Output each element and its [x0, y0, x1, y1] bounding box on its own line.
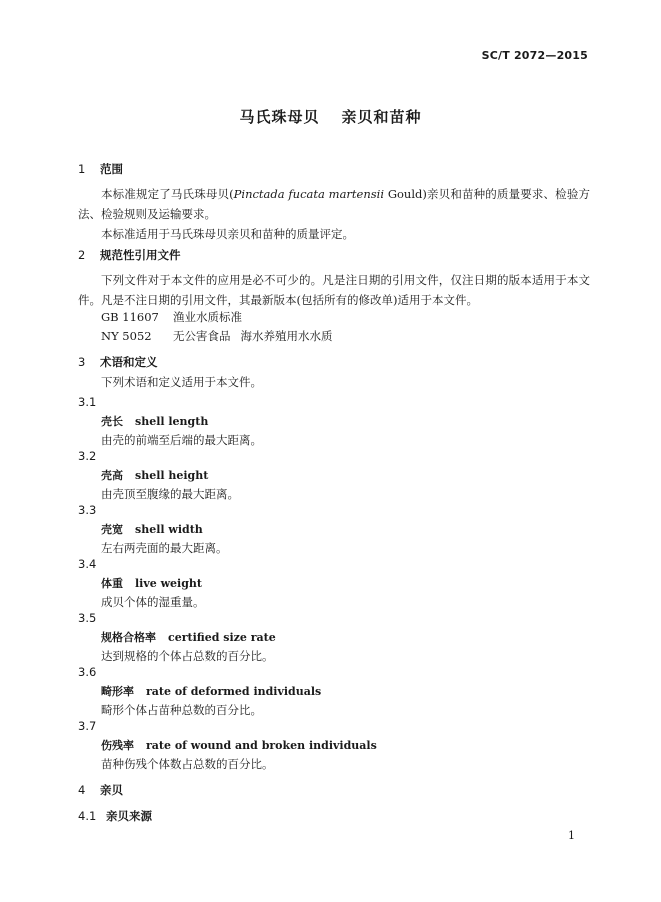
section-1-paragraph-1: [78, 184, 590, 224]
term-definition: 由壳的前端至后端的最大距离。: [101, 433, 262, 447]
term-zh: 规格合格率: [101, 631, 156, 644]
section-title: 规范性引用文件: [100, 248, 181, 262]
term-zh: 体重: [101, 577, 123, 590]
section-3-heading: [78, 357, 158, 369]
term-en: live weight: [135, 577, 202, 590]
term-heading: [101, 524, 203, 535]
term-number: 3.6: [78, 665, 97, 679]
term-en: rate of wound and broken individuals: [146, 739, 377, 752]
reference-code: GB 11607: [101, 310, 159, 324]
reference-item: [101, 312, 242, 324]
term-heading: [101, 686, 321, 697]
term-definition: 畸形个体占苗种总数的百分比。: [101, 703, 262, 717]
term-zh: 伤残率: [101, 739, 134, 752]
term-definition: 成贝个体的湿重量。: [101, 595, 205, 609]
term-heading: [101, 740, 377, 751]
term-number: 3.7: [78, 719, 97, 733]
standard-code: SC/T 2072—2015: [481, 49, 588, 62]
section-title: 亲贝来源: [106, 809, 152, 823]
text-run: 本标准规定了马氏珠母贝(: [101, 187, 234, 201]
term-number: 3.4: [78, 557, 97, 571]
section-2-heading: [78, 250, 181, 262]
reference-name: 渔业水质标准: [173, 310, 242, 324]
section-number: 2: [78, 248, 86, 262]
term-definition: 由壳顶至腹缘的最大距离。: [101, 487, 239, 501]
section-1-heading: [78, 164, 123, 176]
section-title: 术语和定义: [100, 355, 158, 369]
term-zh: 壳长: [101, 415, 123, 428]
term-number: 3.5: [78, 611, 97, 625]
term-heading: [101, 416, 208, 427]
reference-code: NY 5052: [101, 329, 152, 343]
section-2-paragraph-1: 下列文件对于本文件的应用是必不可少的。凡是注日期的引用文件，仅注日期的版本适用于本文件。凡是不注日期的引用文件，其最新版本(包括所有的修改单)适用于本文件。: [78, 273, 590, 307]
term-definition: 苗种伤残个体数占总数的百分比。: [101, 757, 274, 771]
document-title: [0, 110, 661, 125]
term-definition: 左右两壳面的最大距离。: [101, 541, 228, 555]
section-4-1-heading: [78, 811, 152, 823]
term-en: shell height: [135, 469, 209, 482]
section-number: 4: [78, 783, 86, 797]
section-number: 1: [78, 162, 86, 176]
text-run: Gould)亲贝和苗种的质量要求、检验方法、检验规则及运输要求。: [78, 187, 590, 221]
term-en: shell length: [135, 415, 209, 428]
term-en: certified size rate: [168, 631, 276, 644]
section-4-heading: [78, 785, 123, 797]
term-zh: 畸形率: [101, 685, 134, 698]
term-zh: 壳高: [101, 469, 123, 482]
title-part-1: 马氏珠母贝: [239, 108, 320, 126]
term-number: 3.1: [78, 395, 97, 409]
term-heading: [101, 632, 276, 643]
section-3-intro: 下列术语和定义适用于本文件。: [101, 375, 262, 389]
latin-species-name: Pinctada fucata martensii: [233, 187, 385, 201]
term-number: 3.2: [78, 449, 97, 463]
section-1-paragraph-2: 本标准适用于马氏珠母贝亲贝和苗种的质量评定。: [101, 227, 354, 241]
term-heading: [101, 470, 208, 481]
section-number: 3: [78, 355, 86, 369]
section-title: 范围: [100, 162, 123, 176]
term-definition: 达到规格的个体占总数的百分比。: [101, 649, 274, 663]
term-heading: [101, 578, 202, 589]
term-en: rate of deformed individuals: [146, 685, 322, 698]
title-part-2: 亲贝和苗种: [341, 108, 422, 126]
term-number: 3.3: [78, 503, 97, 517]
page-number: 1: [568, 829, 575, 842]
section-title: 亲贝: [100, 783, 123, 797]
reference-item: [101, 331, 333, 343]
term-zh: 壳宽: [101, 523, 123, 536]
term-en: shell width: [135, 523, 203, 536]
reference-name: 无公害食品 海水养殖用水水质: [173, 329, 333, 343]
section-number: 4.1: [78, 809, 97, 823]
